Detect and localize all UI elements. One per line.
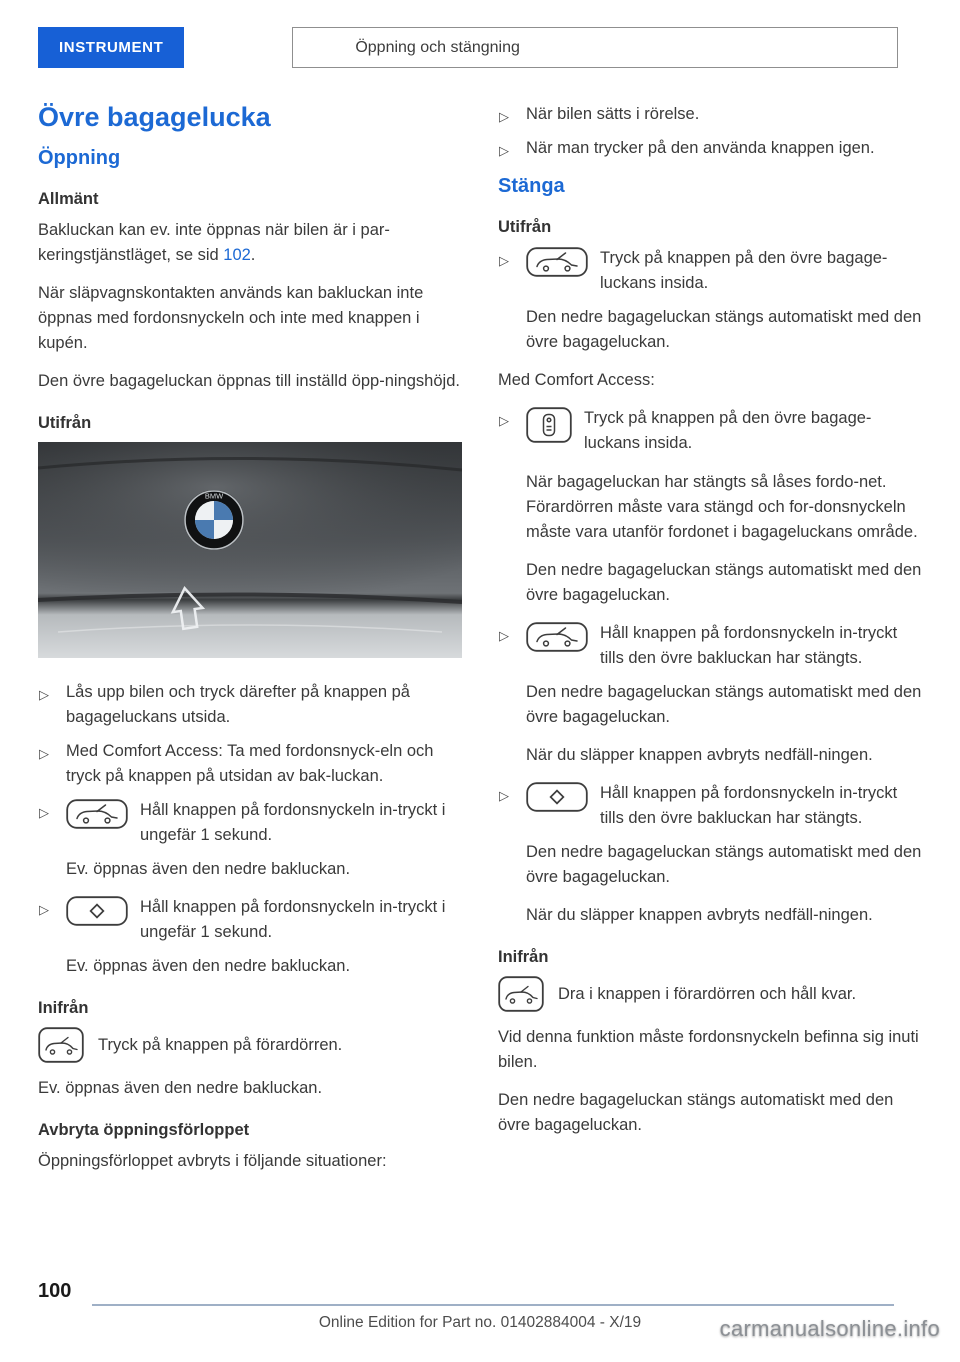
tailgate-inside-button-icon [526,247,588,277]
section-title-box [292,27,898,68]
paragraph: Den nedre bagageluckan stängs automatiskt med den övre bagageluckan. [526,843,922,886]
left-column [38,102,462,1187]
subsection-heading: Utifrån [38,414,92,432]
page-header [38,27,922,68]
subsection-heading: Utifrån [498,218,552,236]
bullet-triangle-icon: ▷ [39,687,49,702]
remote-key-trunk-button-icon [526,622,588,652]
chapter-label: INSTRUMENT [38,27,184,68]
paragraph: Den nedre bagageluckan stängs automatiskt med den övre bagageluckan. [498,1091,894,1134]
subsection-heading: Avbryta öppningsförloppet [38,1121,250,1139]
list-item-label: Håll knappen på fordonsnyckeln in-tryckt tills den övre bakluckan har stängts. [600,784,898,827]
door-panel-button-icon [38,1027,84,1063]
bullet-triangle-icon: ▷ [499,143,509,158]
section-heading: Stänga [498,175,565,197]
list-item-text [66,895,462,945]
list-item-text [526,621,922,671]
paragraph: Den övre bagageluckan öppnas till inställd öpp-ningshöjd. [38,372,460,390]
paragraph: Vid denna funktion måste fordonsnyckeln befinna sig inuti bilen. [498,1028,919,1071]
footer-rule [92,1304,894,1306]
paragraph: Den nedre bagageluckan stängs automatiskt med den övre bagageluckan. [526,561,922,604]
list-item [38,680,462,730]
subsection-heading: Allmänt [38,190,99,208]
list-item [38,739,462,789]
icon-paragraph-text: Tryck på knappen på förardörren. [98,1036,343,1054]
paragraph: Med Comfort Access: [498,371,655,389]
bullet-triangle-icon: ▷ [499,413,509,428]
list-item [38,895,462,945]
bullet-triangle-icon: ▷ [499,109,509,124]
bullet-triangle-icon: ▷ [499,628,509,643]
list-item-text [526,781,922,831]
icon-paragraph [38,1027,462,1063]
paragraph: När du släpper knappen avbryts nedfäll-ningen. [526,906,873,924]
list-item-label: När bilen sätts i rörelse. [526,105,700,123]
door-panel-button-icon [498,976,544,1012]
paragraph: När bagageluckan har stängts så låses fordo-net. Förardörren måste vara stängd och for-donsnyckeln måste vara utanför fordonet i bagageluckans område. [526,473,918,541]
list-item-label: Tryck på knappen på den övre bagage-luckans insida. [584,409,872,452]
paragraph: Ev. öppnas även den nedre bakluckan. [66,957,351,975]
list-item-label: Med Comfort Access: Ta med fordonsnyck-eln och tryck på knappen på utsidan av bak-luckan. [66,742,434,785]
list-item-label: När man trycker på den använda knappen igen. [526,139,875,157]
bullet-triangle-icon: ▷ [499,253,509,268]
page-footer [0,1274,960,1362]
comfort-access-key-icon [526,407,572,443]
paragraph: Ev. öppnas även den nedre bakluckan. [66,860,351,878]
list-item-label: Håll knappen på fordonsnyckeln in-tryckt i ungefär 1 sekund. [140,898,446,941]
remote-key-trunk-button-icon [66,799,128,829]
paragraph: Ev. öppnas även den nedre bakluckan. [38,1079,323,1097]
list-item-text [66,798,462,848]
list-item-text [526,136,922,161]
list-item-label: Lås upp bilen och tryck därefter på knappen på bagageluckans utsida. [66,683,410,726]
list-item [498,781,922,831]
list-item-text [66,680,462,730]
list-item [498,136,922,161]
edition-note: Online Edition for Part no. 01402884004 - X/19 [318,1314,642,1331]
paragraph: Den nedre bagageluckan stängs automatiskt med den övre bagageluckan. [526,683,922,726]
page-link[interactable]: 102 [223,246,251,264]
bmw-roundel [184,490,244,550]
text-run: Bakluckan kan ev. inte öppnas när bilen är i par-keringstjänstläget, se sid [38,221,390,264]
trunk-photo [38,442,462,658]
watermark-text: carmanualsonline.info [719,1316,940,1341]
remote-key-diamond-button-icon [526,782,588,812]
bullet-triangle-icon: ▷ [499,788,509,803]
list-item-text [526,102,922,127]
right-column [498,102,922,1187]
list-item-label: Håll knappen på fordonsnyckeln in-tryckt i ungefär 1 sekund. [140,801,446,844]
text-run: . [250,246,256,264]
paragraph: Den nedre bagageluckan stängs automatiskt med den övre bagageluckan. [526,308,922,351]
paragraph [38,218,462,268]
list-item [498,246,922,296]
paragraph: När du släpper knappen avbryts nedfäll-ningen. [526,746,873,764]
content-columns [38,102,922,1187]
list-item-text [66,739,462,789]
list-item [498,406,922,461]
paragraph: Öppningsförloppet avbryts i följande situationer: [38,1152,387,1170]
remote-key-diamond-button-icon [66,896,128,926]
section-heading: Öppning [38,147,121,169]
list-item-label: Håll knappen på fordonsnyckeln in-tryckt tills den övre bakluckan har stängts. [600,624,898,667]
subsection-heading: Inifrån [498,948,549,966]
page-title: Övre bagagelucka [38,102,271,132]
icon-paragraph [498,976,922,1012]
bullet-triangle-icon: ▷ [39,902,49,917]
list-item-label: Tryck på knappen på den övre bagage-luckans insida. [600,249,888,292]
svg-text:BMW: BMW [204,491,224,501]
list-item [38,798,462,848]
subsection-heading: Inifrån [38,999,89,1017]
list-item [498,102,922,127]
list-item-text [526,246,922,296]
section-title: Öppning och stängning [355,38,520,56]
icon-paragraph-text: Dra i knappen i förardörren och håll kvar. [558,985,857,1003]
bullet-triangle-icon: ▷ [39,805,49,820]
list-item [498,621,922,671]
paragraph: När släpvagnskontakten används kan bakluckan inte öppnas med fordonsnyckeln och inte med knappen i kupén. [38,284,424,352]
list-item-text [526,406,922,461]
page-number: 100 [38,1280,72,1302]
bullet-triangle-icon: ▷ [39,746,49,761]
